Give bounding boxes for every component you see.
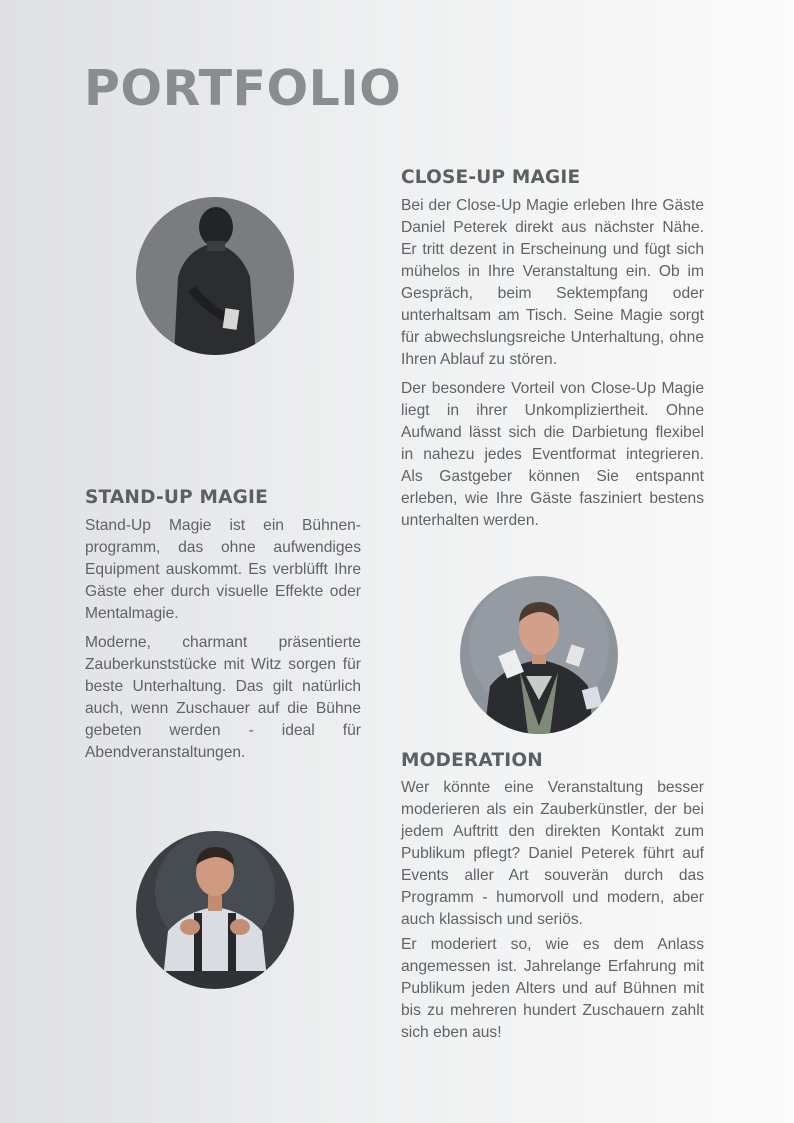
closeup-magic-photo <box>136 197 294 355</box>
moderation-paragraph-1: Wer könnte eine Veranstaltung besser moderieren als ein Zauberkünstler, der bei jedem Auftritt den direkten Kontakt zum Publikum pflegt? Daniel Peterek führt auf Events aller Art souverän durch das Programm - humorvoll und modern, aber auch klassisch und seriös. <box>401 779 704 928</box>
moderation-paragraph-2: Er moderiert so, wie es dem Anlass angemessen ist. Jahrelange Erfahrung mit Publikum jeden Alters und auf Bühnen mit bis zu mehreren hundert Zuschauern zahlt sich eben aus! <box>401 936 704 1041</box>
standup-magic-paragraph-2: Moderne, charmant präsentierte Zauberkunststücke mit Witz sorgen für beste Unterhaltung. Das gilt natürlich auch, wenn Zuschauer auf die Bühne gebeten werden - ideal für Abendveranstaltungen. <box>85 634 361 761</box>
standup-magic-heading: STAND-UP MAGIE <box>85 487 268 508</box>
page-title: PORTFOLIO <box>84 60 402 117</box>
closeup-magic-text <box>401 195 704 539</box>
closeup-magic-heading: CLOSE-UP MAGIE <box>401 167 581 188</box>
closeup-magic-paragraph-1: Bei der Close-Up Magie erleben Ihre Gäste Daniel Peterek direkt aus nächster Nähe. Er tritt dezent in Erscheinung und fügt sich mühelos in Ihre Veranstaltung ein. Ob im Gespräch, beim Sektempfang oder unterhaltsam am Tisch. Seine Magie sorgt für abwechslungsreiche Unterhaltung, ohne Ihren Ablauf zu stören. <box>401 197 704 368</box>
closeup-magic-paragraph-2: Der besondere Vorteil von Close-Up Magie liegt in ihrer Unkompliziertheit. Ohne Aufwand lässt sich die Darbietung flexibel in nahezu jedes Eventformat integrieren. Als Gastgeber können Sie entspannt erleben, wie Ihre Gäste fasziniert bestens unterhalten werden. <box>401 380 704 529</box>
moderation-text <box>401 777 704 1051</box>
standup-magic-text <box>85 515 361 771</box>
standup-magic-paragraph-1: Stand-Up Magie ist ein Bühnenprogramm, das ohne aufwendiges Equipment auskommt. Es verblüfft Ihre Gäste eher durch visuelle Effekte oder Mentalmagie. <box>85 517 361 622</box>
moderation-heading: MODERATION <box>401 750 543 771</box>
standup-magic-photo <box>460 576 618 734</box>
moderation-photo <box>136 831 294 989</box>
